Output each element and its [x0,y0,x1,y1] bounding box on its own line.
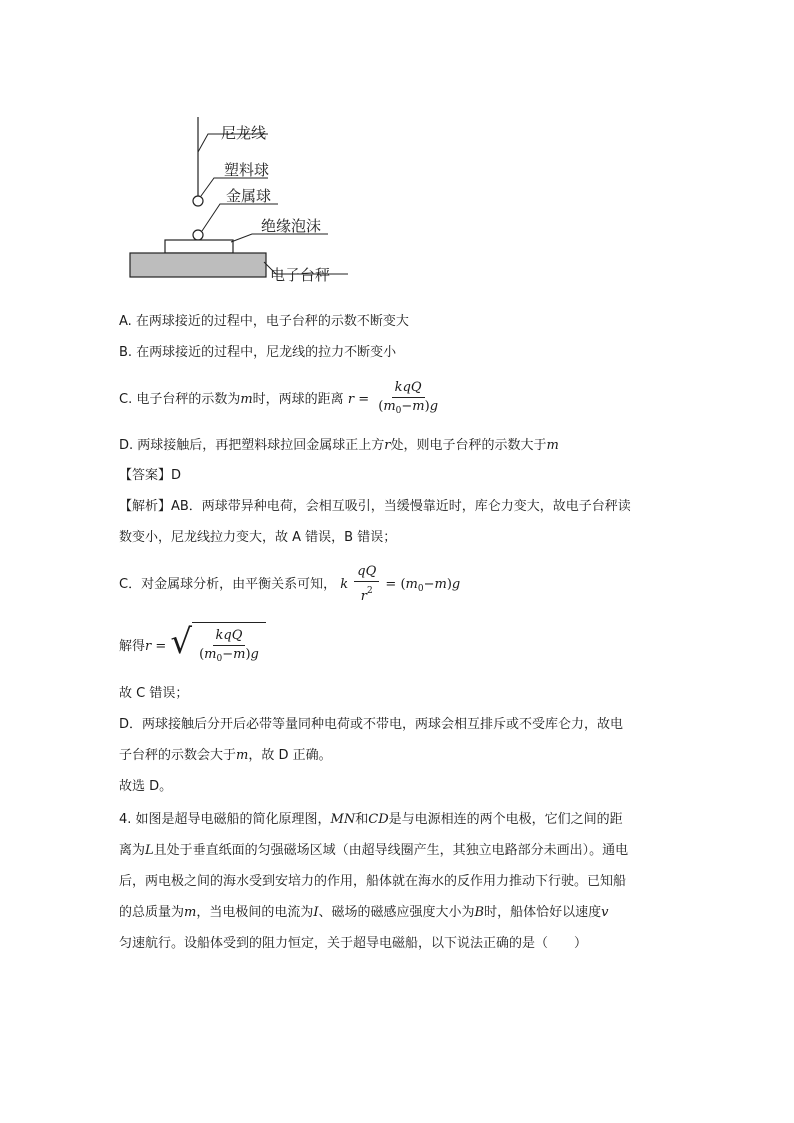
sym-eq-3: = [385,577,397,592]
sym-sub0-4: 0 [216,654,223,664]
analysis-line-3 [119,564,460,608]
sym-minus: − [401,399,413,414]
analysis-line-1: 【解析】AB．两球带异种电荷，会相互吸引，当缓慢靠近时，库仑力变大，故电子台秤读 [119,499,631,514]
metal-ball [193,230,203,240]
sym-L: L [145,843,154,858]
sym-sq: 2 [366,586,373,596]
q4-line-5: 匀速航行。设船体受到的阻力恒定，关于超导电磁船，以下说法正确的是（ ） [119,936,588,951]
sym-q-3: q [357,564,366,579]
apparatus-diagram [118,112,368,297]
sym-m0-3: m [405,577,418,592]
q4-text-1a: 4. 如图是超导电磁船的简化原理图， [119,812,331,827]
analysis-c-text: C．对金属球分析，由平衡关系可知， [119,577,337,592]
sym-lparen: ( [378,399,384,414]
analysis-d-suffix: ，故 D 正确。 [248,748,332,763]
q4-text-1b: 和 [355,812,369,827]
option-b: B. 在两球接近的过程中，尼龙线的拉力不断变小 [119,345,397,360]
sym-eq: = [358,392,370,407]
sym-B: B [474,905,485,920]
sym-MN: MN [330,812,356,827]
sym-m-7: m [236,748,249,763]
sym-m-den: m [412,399,425,414]
sym-m-3: m [434,577,447,592]
analysis-line-6: D．两球接触后分开后必带等量同种电荷或不带电，两球会相互排斥或不受库仑力，故电 [119,717,624,732]
fraction-qQ-r2 [354,564,379,605]
electronic-scale [130,253,266,277]
sym-rparen-4: ) [245,647,251,662]
label-nylon: 尼龙线 [221,124,267,142]
sym-q: q [402,380,411,395]
option-c [119,380,443,419]
option-a: A. 在两球接近的过程中，电子台秤的示数不断变大 [119,314,409,329]
q4-line-2 [119,841,628,861]
sym-eq-4: = [155,639,167,654]
sym-g-4: g [250,647,259,662]
sym-rparen-3: ) [446,577,452,592]
plastic-ball [193,196,203,206]
q4-text-1c: 是与电源相连的两个电极，它们之间的距 [388,812,623,827]
sym-m-q4: m [184,905,197,920]
sqrt-expression [170,622,265,671]
sym-m-4: m [233,647,246,662]
sym-k-3: k [340,577,349,592]
q4-text-2a: 离为 [119,843,146,858]
analysis-line-7 [119,746,332,766]
q4-text-4c: 、磁场的磁感应强度大小为 [318,905,475,920]
q4-text-4d: 时，船体恰好以速度 [484,905,602,920]
sym-r: r [347,392,355,407]
option-d [119,436,559,456]
sym-r-4: r [145,639,152,654]
analysis-d-prefix: 子台秤的示数会大于 [119,748,237,763]
label-plastic-ball: 塑料球 [224,161,270,179]
fraction-sqrt [196,628,262,667]
q4-text-4b: ，当电极间的电流为 [196,905,314,920]
q4-line-4 [119,903,608,923]
option-d-prefix: D. 两球接触后，再把塑料球拉回金属球正上方 [119,438,385,453]
sym-Q-3: Q [365,564,377,579]
sym-lparen-3: ( [400,577,406,592]
analysis-line-2: 数变小，尼龙线拉力变大，故 A 错误，B 错误； [119,530,397,545]
q4-line-1 [119,810,623,830]
sym-k: k [394,380,403,395]
sym-r-d: r [384,438,391,453]
sym-lparen-4: ( [199,647,205,662]
label-foam: 绝缘泡沫 [261,217,322,235]
fraction-kqQ [375,380,441,419]
solve-text: 解得 [119,639,146,654]
sym-rparen: ) [424,399,430,414]
analysis-line-4 [119,622,266,671]
q4-line-3: 后，两电极之间的海水受到安培力的作用，船体就在海水的反作用力推动下行驶。已知船 [119,874,627,889]
sym-v: v [601,905,609,920]
option-c-mid: 时，两球的距离 [252,392,344,407]
answer-line: 【答案】D [119,468,182,483]
sym-CD: CD [368,812,389,827]
label-scale: 电子台秤 [270,266,331,284]
sym-q-4: q [223,628,232,643]
analysis-line-5: 故 C 错误； [119,686,189,701]
sym-sub0: 0 [395,406,402,416]
sym-k-4: k [215,628,224,643]
sym-I: I [313,905,319,920]
sym-m0: m [383,399,396,414]
label-metal-ball: 金属球 [226,187,272,205]
leader-foam [231,234,328,242]
sym-m0-4: m [204,647,217,662]
sym-g: g [429,399,439,414]
sym-Q-4: Q [231,628,243,643]
sym-r-3: r [360,589,367,604]
sym-m: m [240,392,253,407]
sym-m-d: m [546,438,559,453]
sym-sub0-3: 0 [417,584,424,594]
option-d-mid: 处，则电子台秤的示数大于 [390,438,547,453]
expr-m0-m-g [400,577,460,592]
q4-text-4a: 的总质量为 [119,905,185,920]
q4-text-2b: 且处于垂直纸面的匀强磁场区域（由超导线圈产生，其独立电路部分未画出）。通电 [153,843,629,858]
sym-minus-4: − [222,647,234,662]
sym-minus-3: − [423,577,435,592]
sym-Q: Q [410,380,422,395]
sym-g-3: g [451,577,461,592]
option-c-prefix: C. 电子台秤的示数为 [119,392,241,407]
insulating-foam [165,240,233,253]
analysis-line-8: 故选 D。 [119,779,173,794]
radical-sign: √ [170,622,193,662]
apparatus-figure [118,112,368,297]
